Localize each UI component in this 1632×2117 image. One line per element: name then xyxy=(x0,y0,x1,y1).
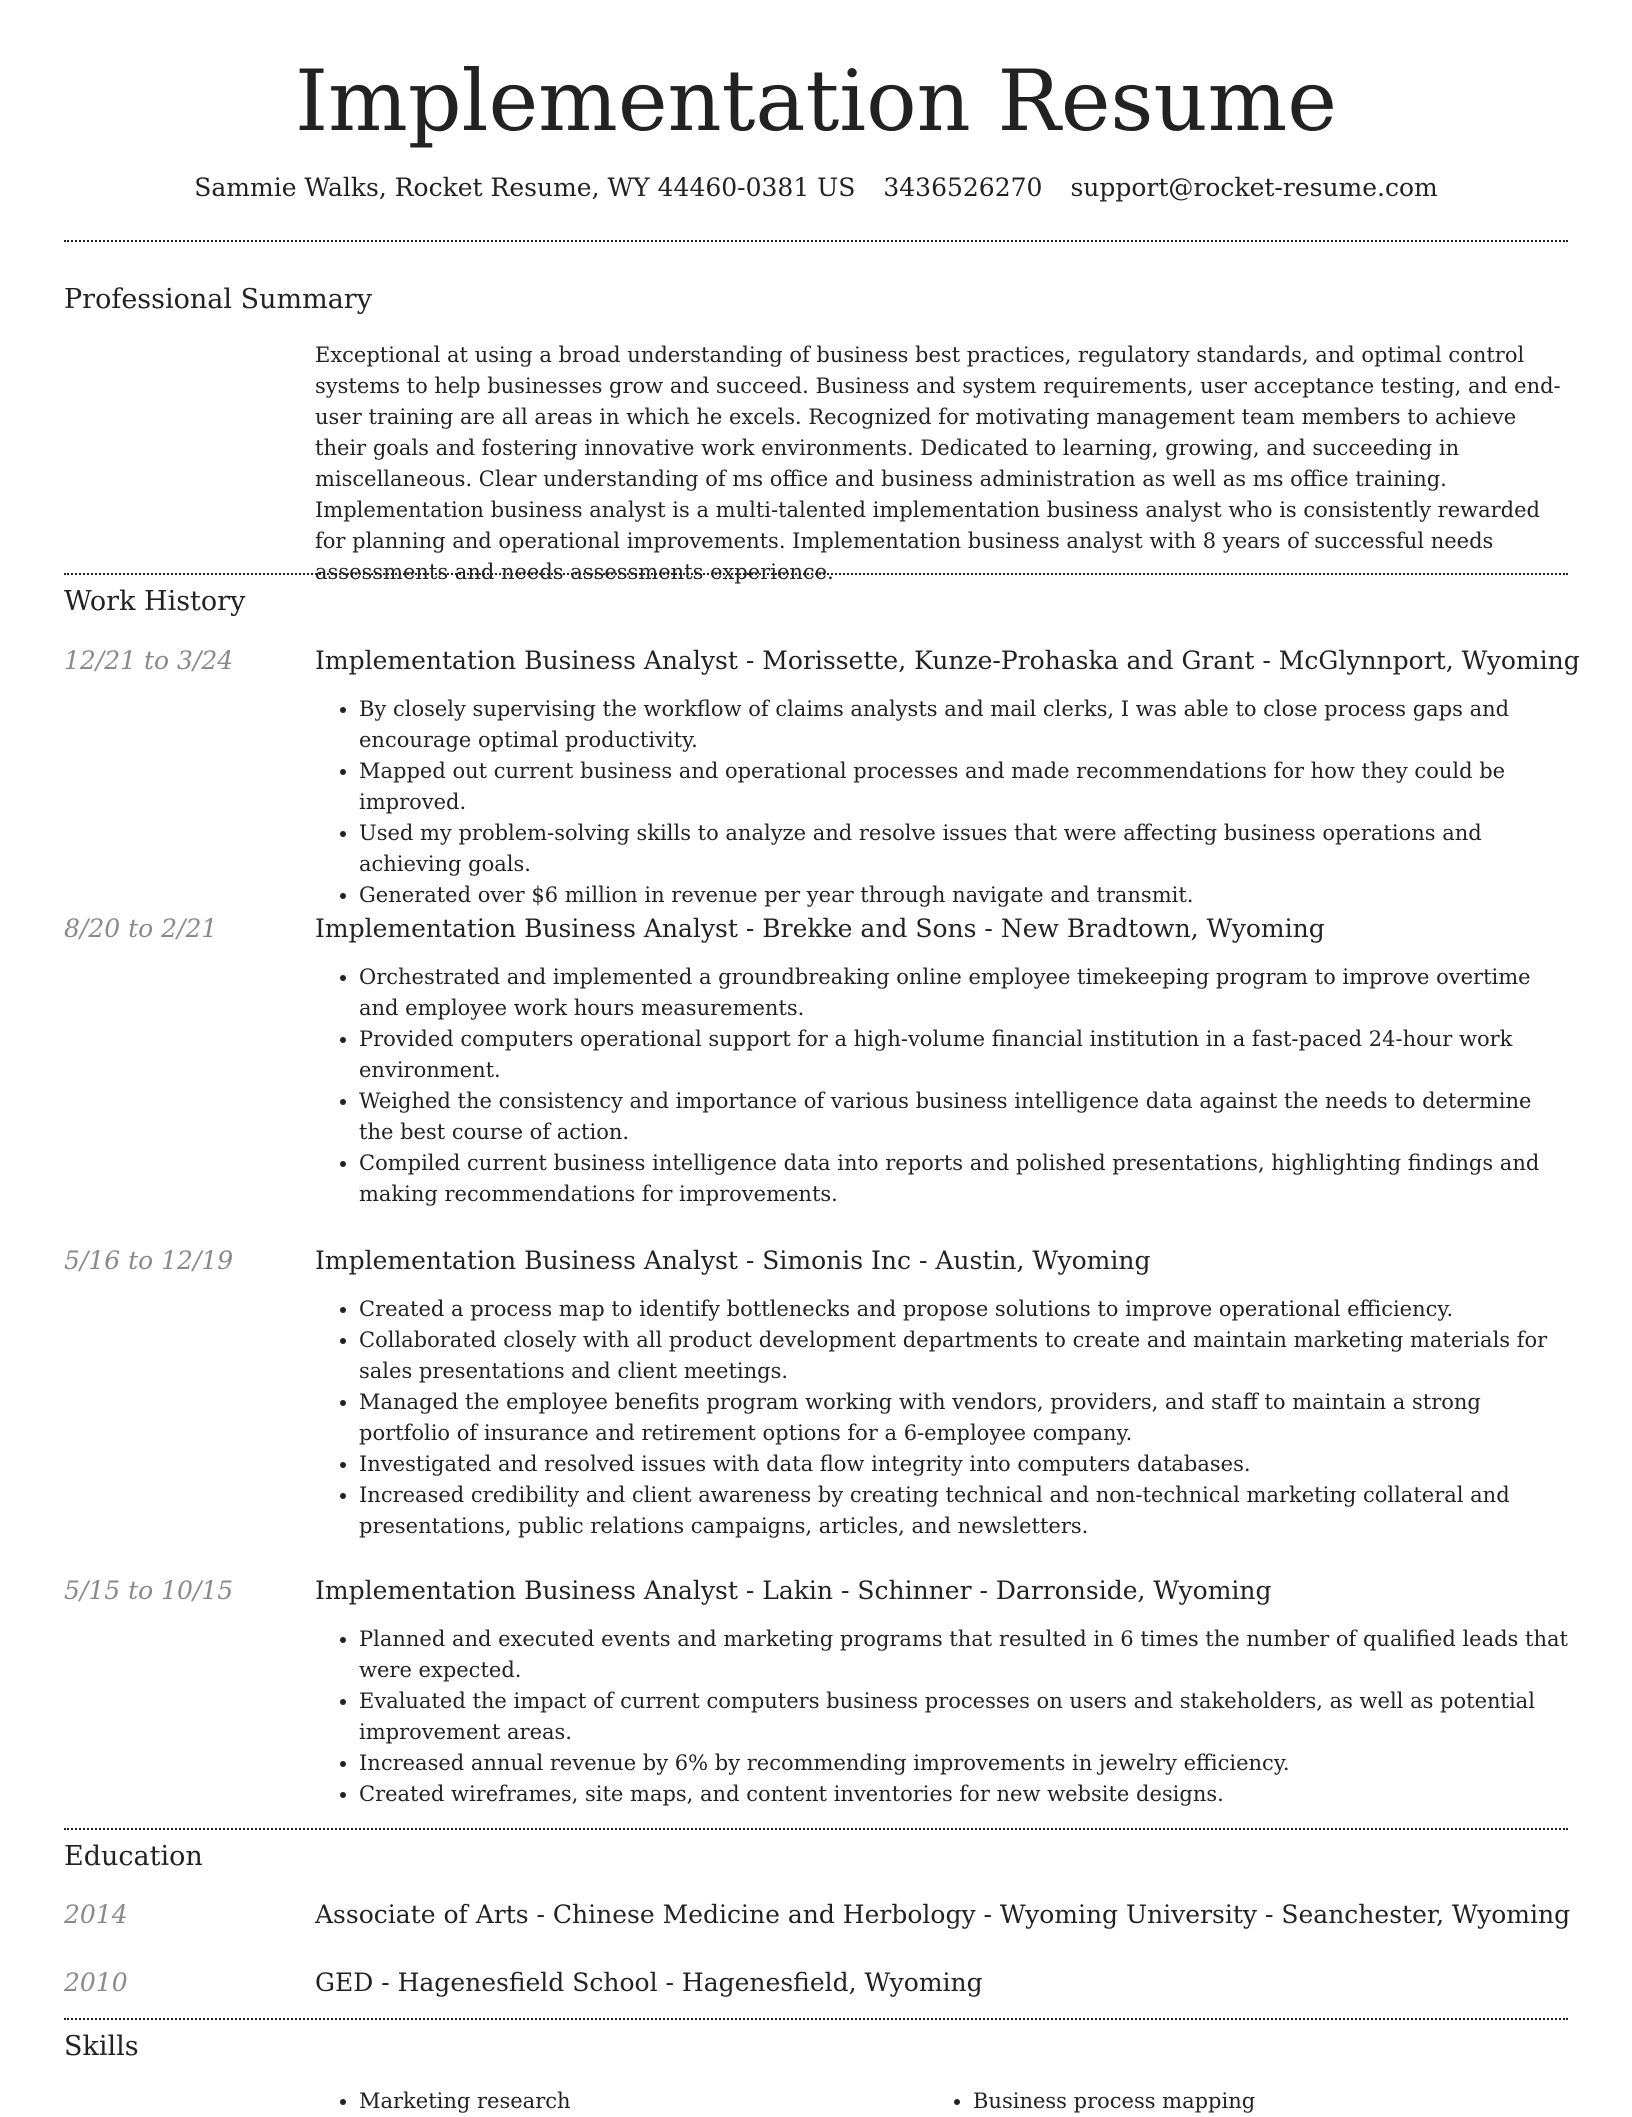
job-date: 5/15 to 10/15 xyxy=(64,1576,234,1605)
job-date: 12/21 to 3/24 xyxy=(64,646,234,675)
job-bullets xyxy=(315,1624,1568,1810)
job-bullet: • Investigated and resolved issues with data flow integrity into computers databases. xyxy=(359,1449,1568,1480)
summary-heading: Professional Summary xyxy=(64,284,372,315)
skills-heading: Skills xyxy=(64,2031,139,2062)
job-bullet: • Created wireframes, site maps, and content inventories for new website designs. xyxy=(359,1779,1568,1810)
contact-email[interactable]: support@rocket-resume.com xyxy=(1070,173,1438,202)
job-bullet: • By closely supervising the workflow of claims analysts and mail clerks, I was able to close process gaps and encourage optimal productivity. xyxy=(359,694,1568,756)
job-bullet: • Increased credibility and client awareness by creating technical and non-technical marketing collateral and presentations, public relations campaigns, articles, and newsletters. xyxy=(359,1480,1568,1542)
contact-address: Sammie Walks, Rocket Resume, WY 44460-0381 US xyxy=(194,173,856,202)
job-bullets xyxy=(315,694,1568,911)
skill-item: • Marketing research xyxy=(359,2086,571,2117)
resume-title: Implementation Resume xyxy=(294,52,1337,150)
education-date: 2010 xyxy=(64,1968,128,1997)
summary-text: Exceptional at using a broad understanding of business best practices, regulatory standards, and optimal control systems to help businesses grow and succeed. Business and system requirements, user acceptance testing, and end-user training are all areas in which he excels. Recognized for motivating management team members to achieve their goals and fostering innovative work environments. Dedicated to learning, growing, and succeeding in miscellaneous. Clear understanding of ms office and business administration as well as ms office training. Implementation business analyst is a multi-talented implementation business analyst who is consistently rewarded for planning and operational improvements. Implementation business analyst with 8 years of successful needs assessments and needs assessments experience. xyxy=(315,343,1561,584)
job-bullet: • Orchestrated and implemented a groundbreaking online employee timekeeping program to improve overtime and employee work hours measurements. xyxy=(359,962,1568,1024)
job-bullet: • Compiled current business intelligence data into reports and polished presentations, highlighting findings and making recommendations for improvements. xyxy=(359,1148,1568,1210)
job-bullet: • Weighed the consistency and importance of various business intelligence data against the needs to determine the best course of action. xyxy=(359,1086,1568,1148)
job-bullet: • Evaluated the impact of current computers business processes on users and stakeholders, as well as potential improvement areas. xyxy=(359,1686,1568,1748)
education-heading: Education xyxy=(64,1841,203,1872)
job-date: 5/16 to 12/19 xyxy=(64,1246,234,1275)
job-bullets xyxy=(315,962,1568,1210)
job-bullet: • Created a process map to identify bottlenecks and propose solutions to improve operational efficiency. xyxy=(359,1294,1568,1325)
job-bullet: • Used my problem-solving skills to analyze and resolve issues that were affecting business operations and achieving goals. xyxy=(359,818,1568,880)
education-title: Associate of Arts - Chinese Medicine and Herbology - Wyoming University - Seanchester, Wyoming xyxy=(315,1900,1571,1929)
skill-item: • Business process mapping xyxy=(973,2086,1255,2117)
divider xyxy=(64,1828,1568,1830)
contact-line xyxy=(64,170,1568,206)
divider xyxy=(64,573,1568,575)
job-bullet: • Collaborated closely with all product development departments to create and maintain marketing materials for sales presentations and client meetings. xyxy=(359,1325,1568,1387)
job-bullet: • Generated over $6 million in revenue per year through navigate and transmit. xyxy=(359,880,1568,911)
skills-list-right xyxy=(929,2086,1255,2117)
job-bullet: • Provided computers operational support for a high-volume financial institution in a fast-paced 24-hour work environment. xyxy=(359,1024,1568,1086)
job-title: Implementation Business Analyst - Morissette, Kunze-Prohaska and Grant - McGlynnport, Wyoming xyxy=(315,646,1580,675)
job-title: Implementation Business Analyst - Lakin - Schinner - Darronside, Wyoming xyxy=(315,1576,1272,1605)
job-bullet: • Increased annual revenue by 6% by recommending improvements in jewelry efficiency. xyxy=(359,1748,1568,1779)
job-title: Implementation Business Analyst - Simonis Inc - Austin, Wyoming xyxy=(315,1246,1151,1275)
job-bullet: • Planned and executed events and marketing programs that resulted in 6 times the number of qualified leads that were expected. xyxy=(359,1624,1568,1686)
education-title: GED - Hagenesfield School - Hagenesfield, Wyoming xyxy=(315,1968,983,1997)
job-bullet: • Mapped out current business and operational processes and made recommendations for how they could be improved. xyxy=(359,756,1568,818)
job-bullets xyxy=(315,1294,1568,1542)
skills-list-left xyxy=(315,2086,571,2117)
divider xyxy=(64,240,1568,242)
education-date: 2014 xyxy=(64,1900,128,1929)
work-history-heading: Work History xyxy=(64,586,246,617)
job-date: 8/20 to 2/21 xyxy=(64,914,218,943)
job-title: Implementation Business Analyst - Brekke and Sons - New Bradtown, Wyoming xyxy=(315,914,1325,943)
contact-phone: 3436526270 xyxy=(883,173,1043,202)
divider xyxy=(64,2018,1568,2020)
job-bullet: • Managed the employee benefits program working with vendors, providers, and staff to maintain a strong portfolio of insurance and retirement options for a 6-employee company. xyxy=(359,1387,1568,1449)
